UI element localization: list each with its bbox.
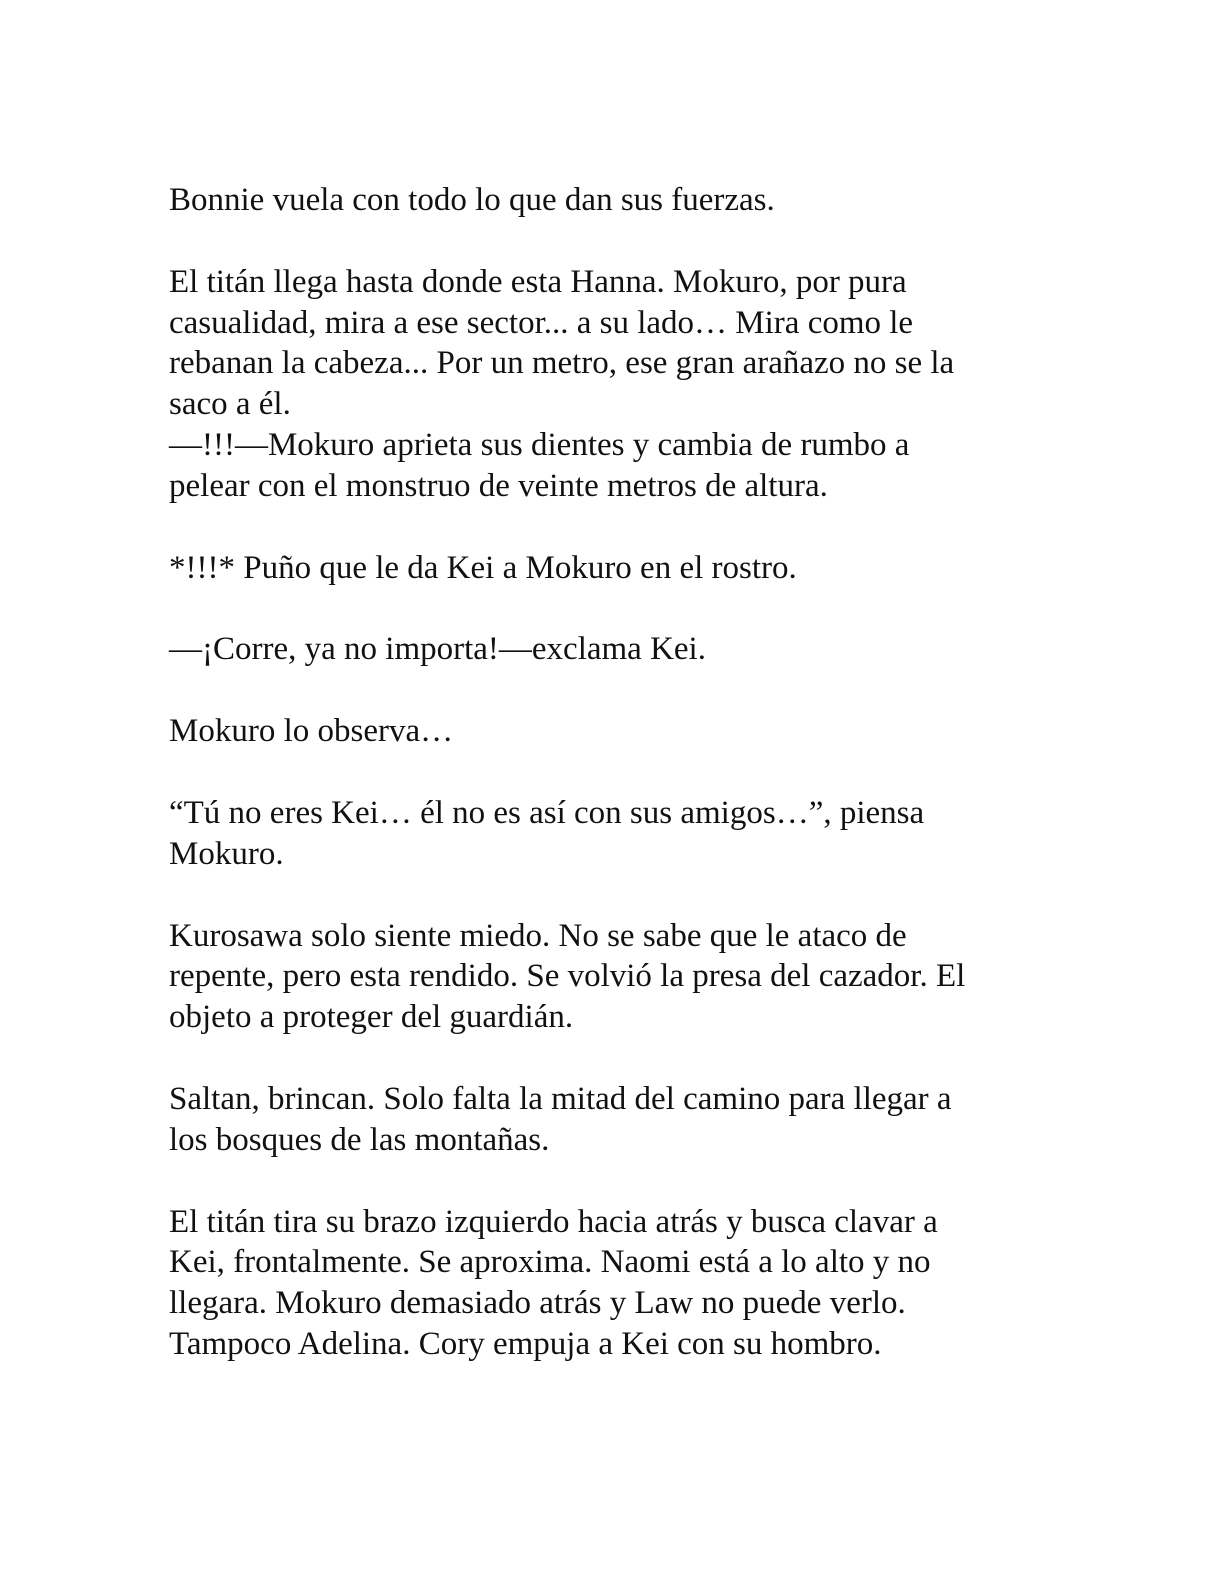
paragraph-kurosawa	[169, 916, 1049, 1038]
text-line: Kei, frontalmente. Se aproxima. Naomi está a lo alto y no	[169, 1244, 931, 1281]
paragraph-corre	[169, 629, 1049, 670]
text-line: Mokuro lo observa…	[169, 713, 454, 750]
paragraph-tu-no-eres-kei	[169, 793, 1049, 875]
paragraph-puno	[169, 548, 1049, 589]
text-line: repente, pero esta rendido. Se volvió la presa del cazador. El	[169, 958, 966, 995]
text-line: *!!!* Puño que le da Kei a Mokuro en el rostro.	[169, 549, 797, 586]
text-line: casualidad, mira a ese sector... a su lado… Mira como le	[169, 304, 914, 341]
text-line: Kurosawa solo siente miedo. No se sabe que le ataco de	[169, 917, 907, 954]
text-line: “Tú no eres Kei… él no es así con sus amigos…”, piensa	[169, 794, 925, 831]
text-line: objeto a proteger del guardián.	[169, 999, 574, 1036]
paragraph-titan-hanna	[169, 262, 1049, 507]
text-line: rebanan la cabeza... Por un metro, ese gran arañazo no se la	[169, 345, 955, 382]
text-line: los bosques de las montañas.	[169, 1121, 550, 1158]
paragraph-titan-brazo	[169, 1202, 1049, 1365]
document-page	[169, 180, 1049, 1406]
text-line: Mokuro.	[169, 835, 284, 872]
text-line: llegara. Mokuro demasiado atrás y Law no puede verlo.	[169, 1285, 906, 1322]
paragraph-bonnie	[169, 180, 1049, 221]
text-line: —!!!—Mokuro aprieta sus dientes y cambia de rumbo a	[169, 426, 910, 463]
paragraph-observa	[169, 711, 1049, 752]
text-line: pelear con el monstruo de veinte metros de altura.	[169, 467, 828, 504]
text-line: Saltan, brincan. Solo falta la mitad del camino para llegar a	[169, 1080, 952, 1117]
text-line: Tampoco Adelina. Cory empuja a Kei con su hombro.	[169, 1325, 882, 1362]
text-line: El titán llega hasta donde esta Hanna. Mokuro, por pura	[169, 263, 907, 300]
text-line: El titán tira su brazo izquierdo hacia atrás y busca clavar a	[169, 1203, 938, 1240]
paragraph-saltan	[169, 1079, 1049, 1161]
text-line: Bonnie vuela con todo lo que dan sus fuerzas.	[169, 182, 775, 218]
text-line: saco a él.	[169, 386, 291, 423]
text-line: —¡Corre, ya no importa!—exclama Kei.	[169, 631, 706, 668]
